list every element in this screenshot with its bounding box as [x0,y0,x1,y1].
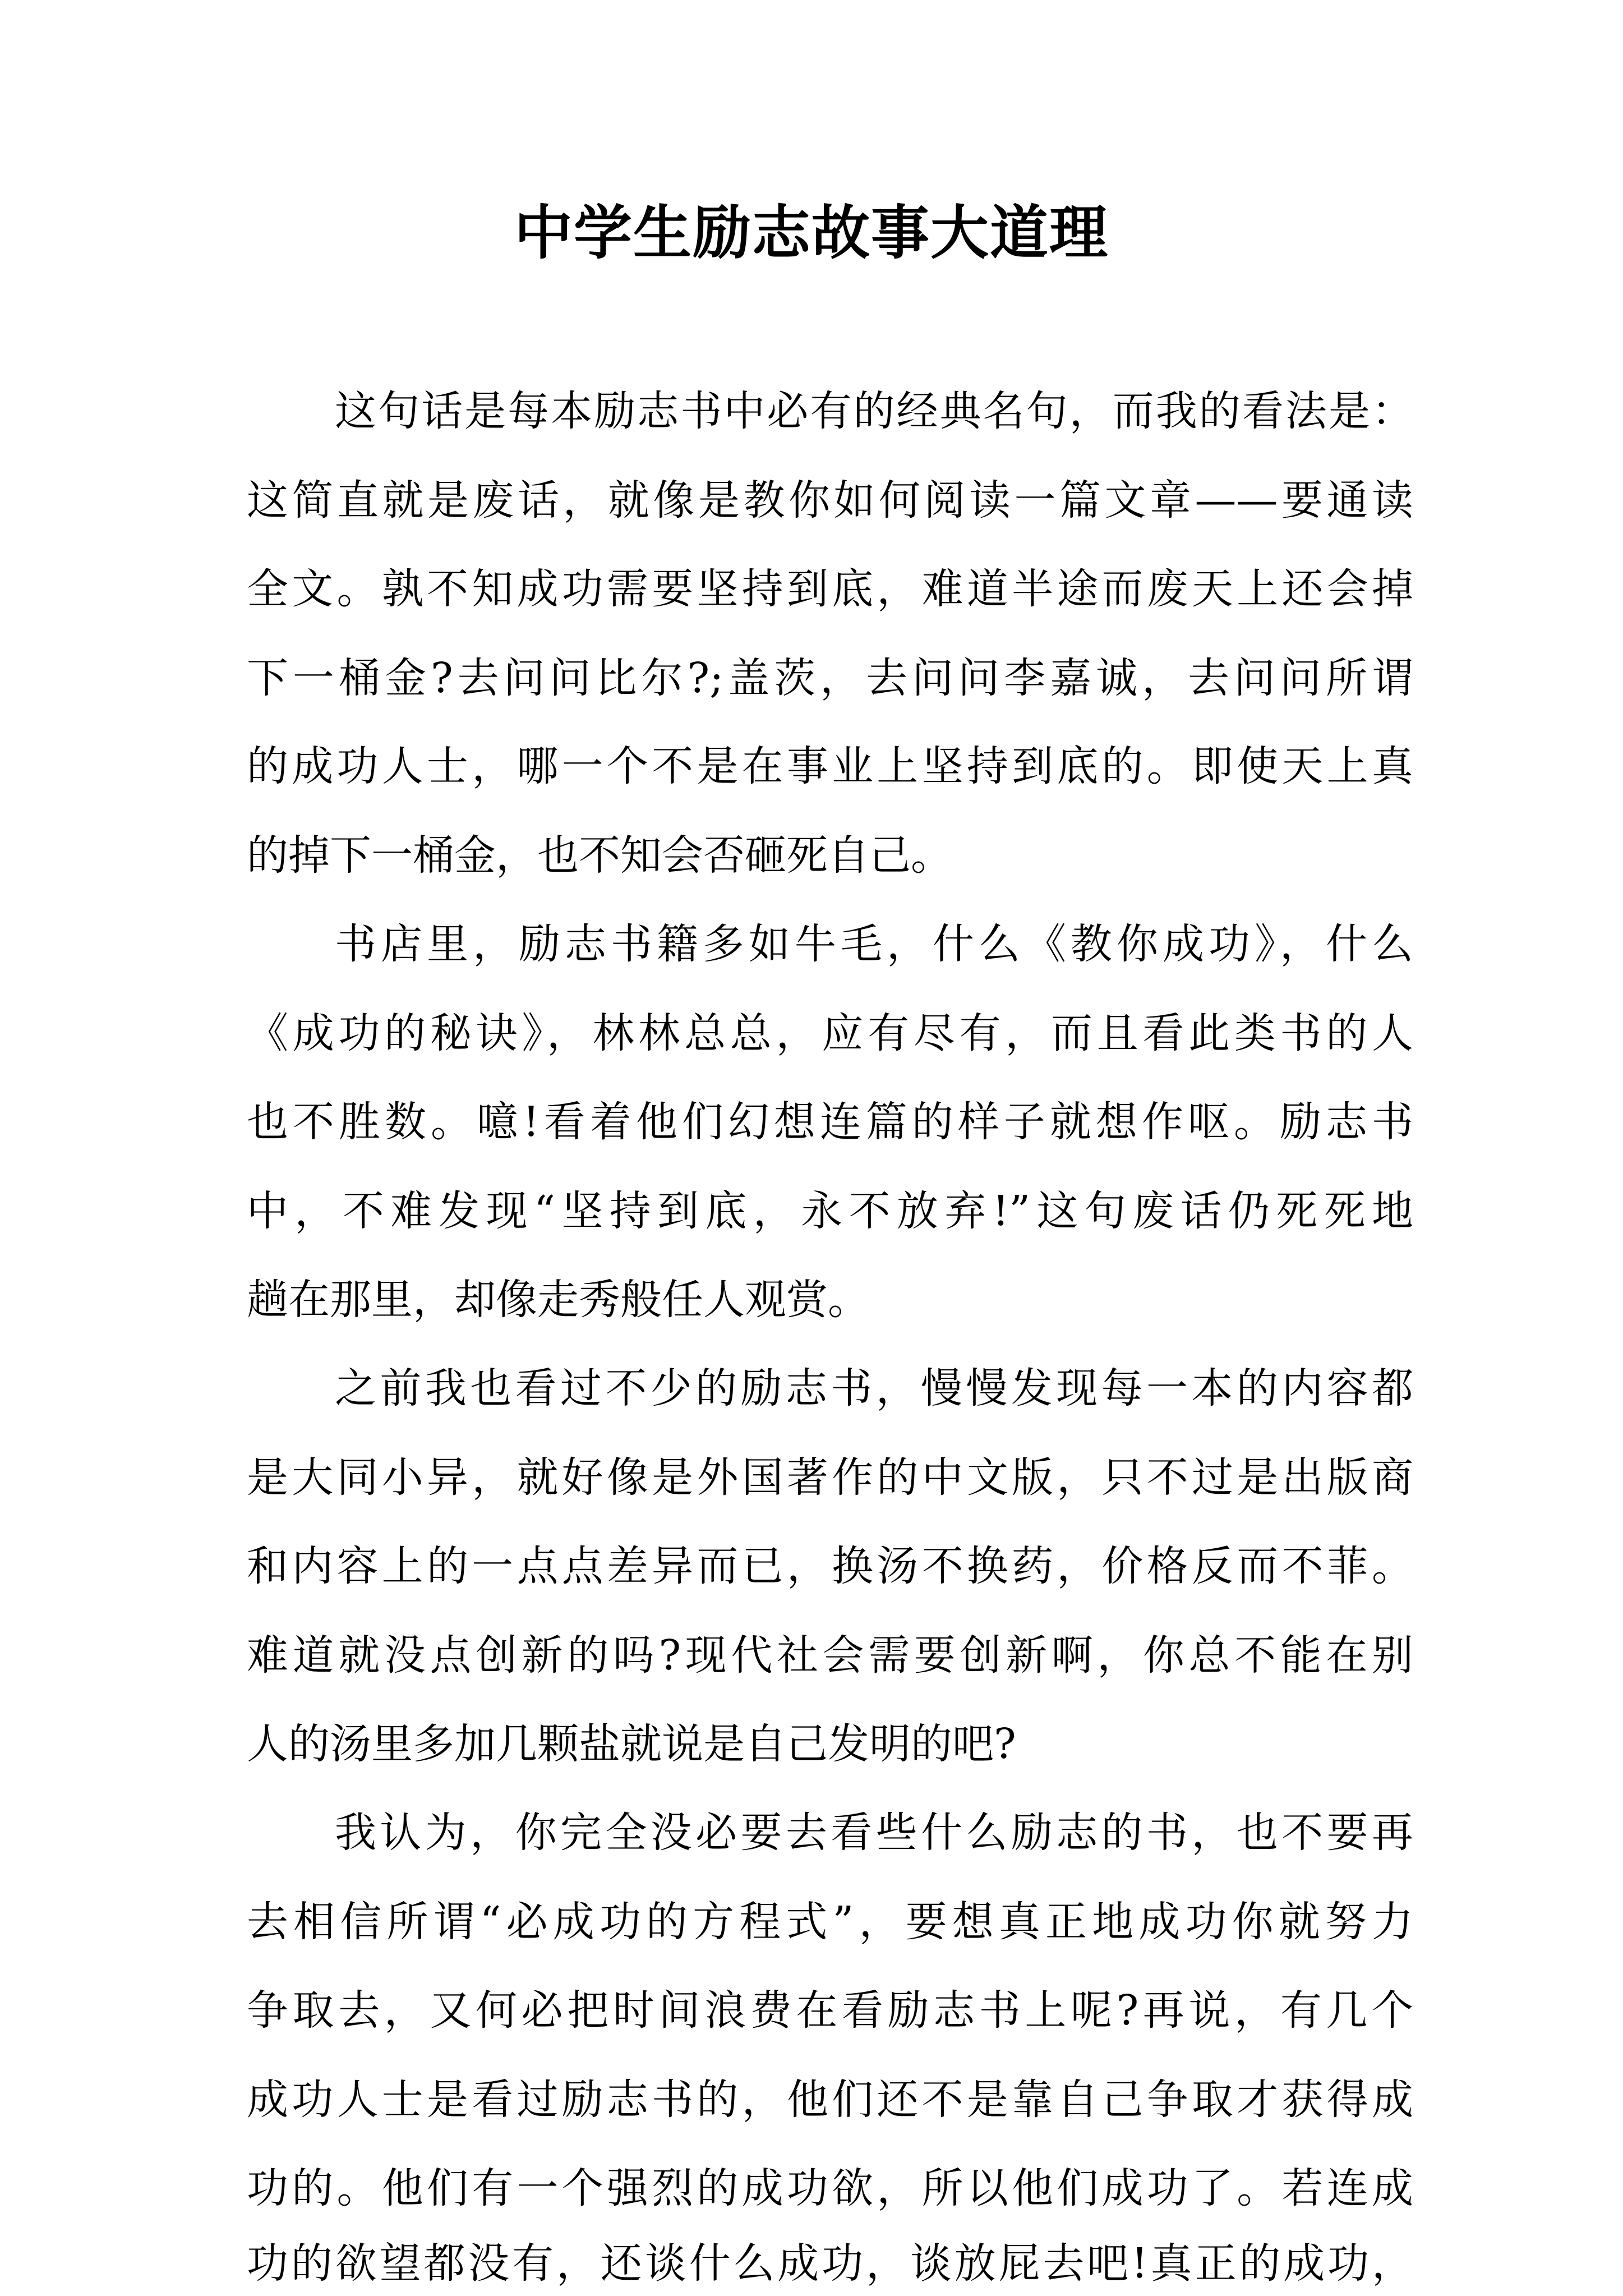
text-line: 功的。他们有一个强烈的成功欲，所以他们成功了。若连成 [247,2164,1413,2212]
text-line: 这句话是每本励志书中必有的经典名句，而我的看法是： [335,387,1413,435]
text-line: 我认为，你完全没必要去看些什么励志的书，也不要再 [335,1809,1413,1857]
text-line: 这简直就是废话，就像是教你如何阅读一篇文章——要通读 [247,476,1413,524]
text-line: 也不胜数。噫!看着他们幻想连篇的样子就想作呕。励志书 [247,1098,1413,1146]
text-line: 趟在那里，却像走秀般任人观赏。 [247,1276,869,1324]
text-line: 《成功的秘诀》，林林总总，应有尽有，而且看此类书的人 [247,1009,1413,1057]
text-line: 的成功人士，哪一个不是在事业上坚持到底的。即使天上真 [247,742,1413,790]
text-line: 功的欲望都没有，还谈什么成功，谈放屁去吧!真正的成功， [247,2239,1413,2288]
text-line: 去相信所谓“必成功的方程式”，要想真正地成功你就努力 [247,1898,1413,1946]
text-line: 中，不难发现“坚持到底，永不放弃!”这句废话仍死死地 [247,1187,1413,1235]
text-line: 和内容上的一点点差异而已，换汤不换药，价格反而不菲。 [247,1542,1413,1590]
text-line: 争取去，又何必把时间浪费在看励志书上呢?再说，有几个 [247,1986,1413,2035]
text-line: 下一桶金?去问问比尔?;盖茨，去问问李嘉诚，去问问所谓 [247,654,1413,702]
text-line: 人的汤里多加几颗盐就说是自己发明的吧? [247,1720,1016,1768]
text-line: 书店里，励志书籍多如牛毛，什么《教你成功》，什么 [335,920,1413,968]
text-line: 全文。孰不知成功需要坚持到底，难道半途而废天上还会掉 [247,565,1413,613]
text-line: 之前我也看过不少的励志书，慢慢发现每一本的内容都 [335,1364,1413,1412]
text-line: 是大同小异，就好像是外国著作的中文版，只不过是出版商 [247,1453,1413,1502]
text-line: 的掉下一桶金，也不知会否砸死自己。 [247,831,952,880]
text-line: 难道就没点创新的吗?现代社会需要创新啊，你总不能在别 [247,1631,1413,1680]
document-title: 中学生励志故事大道理 [514,198,1109,267]
text-line: 成功人士是看过励志书的，他们还不是靠自己争取才获得成 [247,2076,1413,2124]
